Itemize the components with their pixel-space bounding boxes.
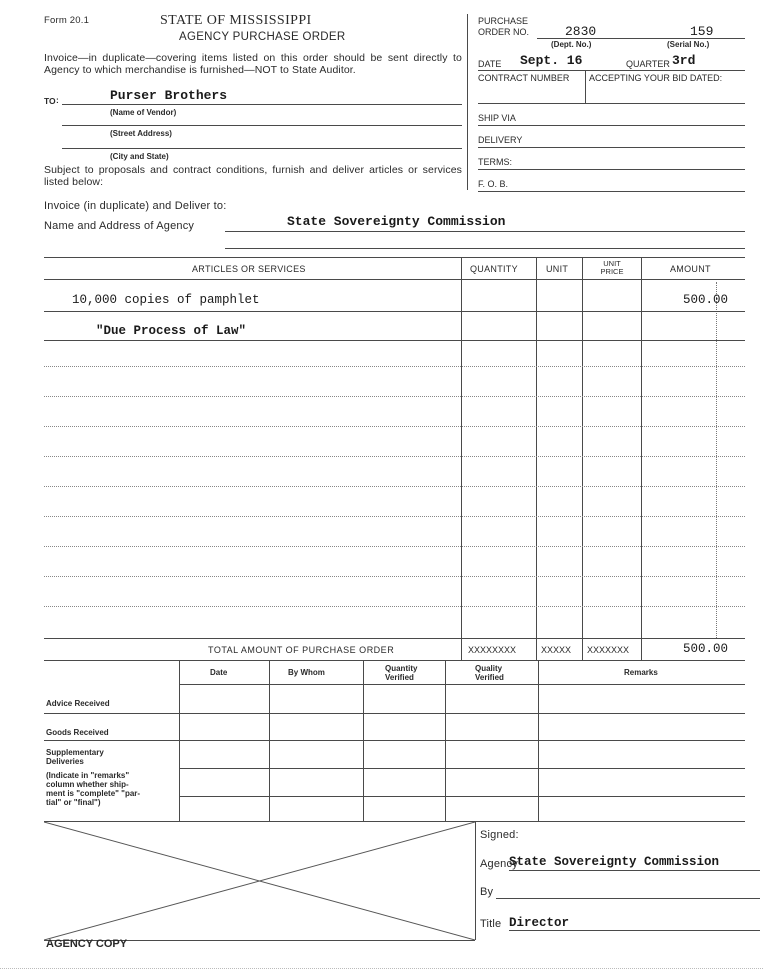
- unit-header: UNIT: [546, 264, 569, 274]
- delivery-note-2: column whether ship-: [46, 780, 129, 789]
- row-supplementary-2: Deliveries: [46, 757, 84, 766]
- item-row-line: [44, 396, 745, 397]
- delivery-note-1: (Indicate in "remarks": [46, 771, 130, 780]
- receipt-row-line: [44, 740, 745, 741]
- subject-text: Subject to proposals and contract conditions, furnish and deliver articles or services listed below:: [44, 164, 462, 188]
- quarter-value: 3rd: [672, 53, 696, 68]
- row-supplementary-1: Supplementary: [46, 748, 104, 757]
- items-table-top: [44, 257, 745, 258]
- date-label: DATE: [478, 59, 502, 69]
- item-line-1-amount: 500.00: [683, 293, 729, 307]
- unit-price-header-2: PRICE: [600, 267, 624, 276]
- contract-line: [478, 103, 745, 104]
- signature-agency-line: [509, 870, 760, 871]
- quantity-header: QUANTITY: [470, 264, 518, 274]
- street-label: (Street Address): [110, 129, 172, 138]
- item-row-line: [44, 576, 745, 577]
- receipt-remarks-header: Remarks: [624, 668, 658, 677]
- contract-label: CONTRACT NUMBER: [478, 73, 570, 83]
- form-title-order: AGENCY PURCHASE ORDER: [179, 31, 346, 43]
- page-edge: [0, 968, 763, 969]
- row-goods-received: Goods Received: [46, 728, 109, 737]
- quarter-label: QUARTER: [626, 59, 670, 69]
- receipt-header-bottom: [179, 684, 745, 685]
- item-row-line: [44, 366, 745, 367]
- po-label-1: PURCHASE: [478, 16, 529, 26]
- total-price: XXXXXXX: [587, 645, 630, 655]
- col-divider-amount: [641, 257, 642, 660]
- item-line-1: 10,000 copies of pamphlet: [72, 293, 260, 307]
- form-title-state: STATE OF MISSISSIPPI: [160, 13, 312, 28]
- delivery-line: [478, 147, 745, 148]
- receipt-date-header: Date: [210, 668, 228, 677]
- agency-copy-label: AGENCY COPY: [46, 938, 128, 950]
- serial-number: 159: [690, 24, 714, 39]
- receipt-qual-header-2: Verified: [475, 673, 504, 682]
- receipt-qty-header-2: Verified: [385, 673, 414, 682]
- serial-label: (Serial No.): [667, 40, 710, 49]
- item-row-line: [44, 516, 745, 517]
- total-label: TOTAL AMOUNT OF PURCHASE ORDER: [208, 645, 395, 655]
- city-label: (City and State): [110, 152, 169, 161]
- street-line: [62, 125, 462, 126]
- receipt-qual-header-1: Quality: [475, 664, 503, 673]
- receipt-qty-header-1: Quantity: [385, 664, 418, 673]
- form-number: Form 20.1: [44, 15, 90, 26]
- item-row-line: [44, 606, 745, 607]
- by-line: [496, 898, 760, 899]
- signed-label: Signed:: [480, 829, 519, 841]
- agency-line-1: [225, 231, 745, 232]
- header-divider: [467, 14, 468, 190]
- po-label-2: ORDER NO.: [478, 27, 530, 37]
- delivery-note-4: tial" or "final"): [46, 798, 101, 807]
- deliver-to-label: Invoice (in duplicate) and Deliver to:: [44, 200, 227, 212]
- total-row-bottom: [44, 660, 745, 661]
- date-line: [478, 70, 745, 71]
- instructions-text: Invoice—in duplicate—covering items listed on this order should be sent directly to Agency to which merchandise is furnished—NOT to State Auditor.: [44, 52, 462, 76]
- contract-divider: [585, 70, 586, 103]
- item-row-line: [44, 340, 745, 341]
- title-line: [509, 930, 760, 931]
- fob-label: F. O. B.: [478, 179, 509, 189]
- receipt-by-header: By Whom: [288, 668, 325, 677]
- signature-agency-label: Agency: [480, 858, 518, 870]
- item-row-line: [44, 486, 745, 487]
- item-row-line: [44, 311, 745, 312]
- ship-via-line: [478, 125, 745, 126]
- col-divider-quantity: [461, 257, 462, 660]
- col-divider-price: [582, 257, 583, 660]
- row-advice-received: Advice Received: [46, 699, 110, 708]
- terms-label: TERMS:: [478, 157, 513, 167]
- fob-line: [478, 191, 745, 192]
- total-unit: XXXXX: [541, 645, 572, 655]
- signature-divider: [475, 821, 476, 940]
- agency-address-label: Name and Address of Agency: [44, 220, 195, 232]
- amount-header: AMOUNT: [670, 264, 711, 274]
- ship-via-label: SHIP VIA: [478, 113, 516, 123]
- vendor-name-line: [62, 104, 462, 105]
- delivery-label: DELIVERY: [478, 135, 523, 145]
- po-number-line: [537, 38, 745, 39]
- to-label: TO: [44, 96, 56, 106]
- item-row-line: [44, 456, 745, 457]
- total-quantity: XXXXXXXX: [468, 645, 517, 655]
- title-label: Title: [480, 918, 502, 930]
- delivery-note-3: ment is "complete" "par-: [46, 789, 141, 798]
- dept-label: (Dept. No.): [551, 40, 592, 49]
- vendor-name-label: (Name of Vendor): [110, 108, 177, 117]
- items-header-bottom: [44, 279, 745, 280]
- to-colon: :: [56, 95, 59, 105]
- by-label: By: [480, 886, 494, 898]
- terms-line: [478, 169, 745, 170]
- date-value: Sept. 16: [520, 53, 583, 68]
- item-row-line: [44, 426, 745, 427]
- void-cross-box: [44, 822, 475, 940]
- total-row-top: [44, 638, 745, 639]
- signature-agency-value: State Sovereignty Commission: [509, 855, 720, 869]
- vendor-name: Purser Brothers: [110, 88, 228, 103]
- receipt-row-line: [179, 768, 745, 769]
- item-line-2: "Due Process of Law": [96, 324, 247, 338]
- amount-cents-divider: [716, 282, 717, 638]
- agency-line-2: [225, 248, 745, 249]
- item-row-line: [44, 546, 745, 547]
- city-line: [62, 148, 462, 149]
- dept-number: 2830: [565, 24, 597, 39]
- col-divider-unit: [536, 257, 537, 660]
- agency-name: State Sovereignty Commission: [287, 214, 506, 229]
- unit-price-header-1: UNIT: [603, 259, 621, 268]
- bid-label: ACCEPTING YOUR BID DATED:: [589, 73, 723, 83]
- articles-header: ARTICLES OR SERVICES: [192, 264, 306, 274]
- title-value: Director: [509, 916, 570, 930]
- receipt-row-line: [179, 796, 745, 797]
- total-amount: 500.00: [683, 642, 729, 656]
- receipt-row-line: [44, 713, 745, 714]
